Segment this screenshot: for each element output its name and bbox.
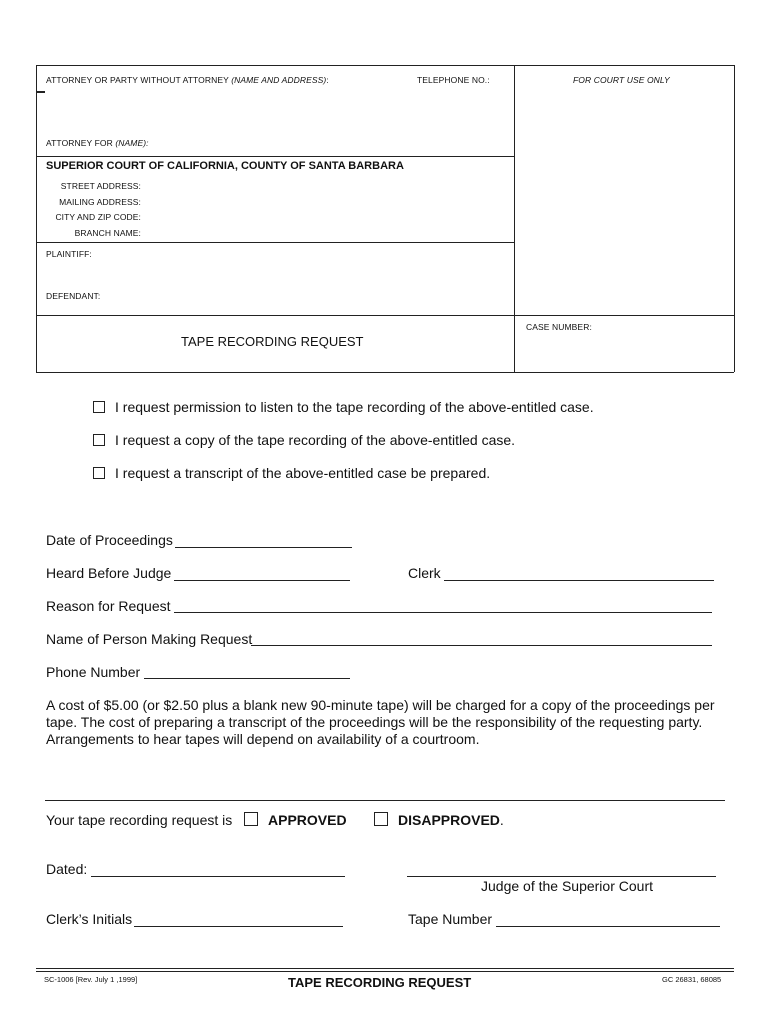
statute-code: GC 26831, 68085: [662, 975, 722, 984]
caption-left-border: [36, 65, 37, 372]
clerks-initials-label: Clerk’s Initials: [46, 911, 133, 927]
date-of-proceedings-field[interactable]: [175, 547, 352, 548]
heard-before-judge-field[interactable]: [174, 580, 350, 581]
court-name: SUPERIOR COURT OF CALIFORNIA, COUNTY OF SANTA BARBARA: [46, 160, 404, 172]
judge-caption: Judge of the Superior Court: [481, 878, 653, 894]
dated-field[interactable]: [91, 876, 345, 877]
telephone-label: TELEPHONE NO.:: [417, 75, 490, 85]
attorney-for-label: ATTORNEY FOR (NAME):: [46, 138, 149, 148]
plaintiff-label: PLAINTIFF:: [46, 249, 92, 259]
approved-label: APPROVED: [268, 812, 347, 828]
clerk-label: Clerk: [408, 565, 441, 581]
street-address-label: STREET ADDRESS:: [60, 181, 141, 191]
phone-number-field[interactable]: [144, 678, 350, 679]
approval-divider: [45, 800, 725, 801]
request-copy-checkbox[interactable]: [93, 434, 105, 446]
cost-line-2: tape. The cost of preparing a transcript of the proceedings will be the responsibility of the requesting party.: [46, 714, 703, 730]
margin-mark: [36, 91, 45, 93]
defendant-label: DEFENDANT:: [46, 291, 101, 301]
title-section-divider: [36, 315, 734, 316]
mailing-address-label: MAILING ADDRESS:: [59, 197, 141, 207]
disapproved-label: DISAPPROVED.: [398, 812, 504, 828]
tape-number-field[interactable]: [496, 926, 720, 927]
form-id: SC-1006 [Rev. July 1 ,1999]: [44, 975, 138, 984]
clerks-initials-field[interactable]: [134, 926, 343, 927]
form-title: TAPE RECORDING REQUEST: [181, 334, 364, 349]
reason-for-request-label: Reason for Request: [46, 598, 171, 614]
caption-bottom-border: [36, 372, 734, 373]
parties-section-divider: [36, 242, 514, 243]
request-copy-label: I request a copy of the tape recording of the above-entitled case.: [115, 432, 516, 448]
case-number-label: CASE NUMBER:: [526, 322, 592, 332]
phone-number-label: Phone Number: [46, 664, 141, 680]
approved-checkbox[interactable]: [244, 812, 258, 826]
caption-right-border: [734, 65, 735, 372]
heard-before-judge-label: Heard Before Judge: [46, 565, 172, 581]
court-use-label: FOR COURT USE ONLY: [573, 75, 670, 85]
court-section-divider: [36, 156, 514, 157]
footer-rule-2: [36, 971, 734, 972]
dated-label: Dated:: [46, 861, 88, 877]
request-transcript-checkbox[interactable]: [93, 467, 105, 479]
person-making-request-field[interactable]: [251, 645, 712, 646]
approval-prefix: Your tape recording request is: [46, 812, 233, 828]
attorney-label: ATTORNEY OR PARTY WITHOUT ATTORNEY (NAME AND ADDRESS):: [46, 75, 329, 85]
court-use-divider: [514, 65, 515, 372]
cost-line-1: A cost of $5.00 (or $2.50 plus a blank new 90-minute tape) will be charged for a copy of the proceedings per: [46, 697, 715, 713]
date-of-proceedings-label: Date of Proceedings: [46, 532, 173, 548]
cost-line-3: Arrangements to hear tapes will depend on availability of a courtroom.: [46, 731, 480, 747]
branch-name-label: BRANCH NAME:: [74, 228, 141, 238]
judge-signature-line[interactable]: [407, 876, 716, 877]
city-zip-label: CITY AND ZIP CODE:: [55, 212, 141, 222]
reason-for-request-field[interactable]: [174, 612, 712, 613]
clerk-field[interactable]: [444, 580, 714, 581]
request-listen-checkbox[interactable]: [93, 401, 105, 413]
caption-top-border: [36, 65, 734, 66]
tape-number-label: Tape Number: [408, 911, 493, 927]
disapproved-checkbox[interactable]: [374, 812, 388, 826]
request-listen-label: I request permission to listen to the tape recording of the above-entitled case.: [115, 399, 594, 415]
request-transcript-label: I request a transcript of the above-entitled case be prepared.: [115, 465, 491, 481]
footer-rule-1: [36, 968, 734, 969]
person-making-request-label: Name of Person Making Request: [46, 631, 253, 647]
footer-title: TAPE RECORDING REQUEST: [288, 975, 472, 990]
